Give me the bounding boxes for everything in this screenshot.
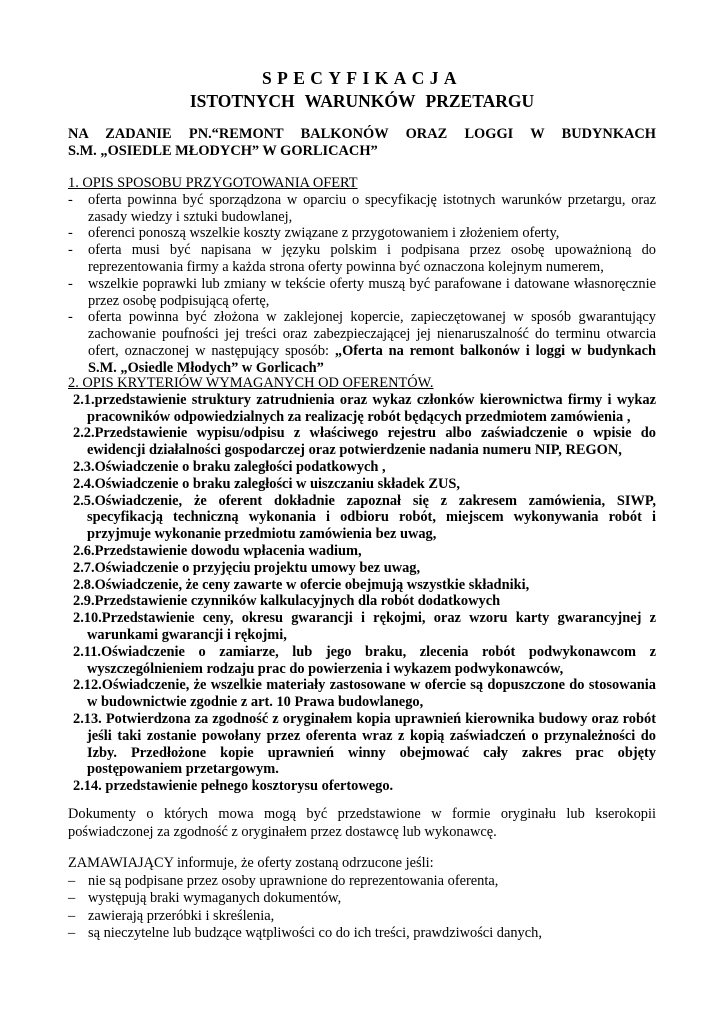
list-item xyxy=(68,192,656,226)
criteria-item: 2.11.Oświadczenie o zamiarze, lub jego braku, zlecenia robót podwykonawcom z wyszczególnieniem rodzaju prac do powierzenia i wykazem podwykonawców, xyxy=(73,643,656,677)
document-title: SPECYFIKACJA xyxy=(262,68,462,88)
dash-marker: - xyxy=(68,309,73,326)
list-item-text: oferta powinna być sporządzona w oparciu o specyfikację istotnych warunków przetargu, oraz zasady wiedzy i sztuki budowlanej, xyxy=(88,191,656,225)
section-1-heading: 1. OPIS SPOSOBU PRZYGOTOWANIA OFERT xyxy=(68,175,358,191)
dash-marker: – xyxy=(68,925,76,941)
criteria-item: 2.9.Przedstawienie czynników kalkulacyjnych dla robót dodatkowych xyxy=(73,593,501,610)
dash-marker: – xyxy=(68,890,76,906)
dash-marker: – xyxy=(68,907,76,924)
criteria-item: 2.7.Oświadczenie o przyjęciu projektu umowy bez uwag, xyxy=(73,559,421,576)
list-item-text: zawierają przeróbki i skreślenia, xyxy=(88,907,275,924)
dash-marker: - xyxy=(68,191,73,208)
list-item xyxy=(68,925,656,943)
criteria-item: 2.6.Przedstawienie dowodu wpłacenia wadium, xyxy=(73,542,362,559)
offer-envelope-label: „Oferta na remont balkonów i loggi w budynkach S.M. „Osiedle Młodych” w Gorlicach” xyxy=(88,342,656,376)
criteria-item: 2.2.Przedstawienie wypisu/odpisu z właściwego rejestru albo zaświadczenie o wpisie do ewidencji działalności gospodarczej oraz potwierdzenie nadania numeru NIP, REGON, xyxy=(73,425,656,459)
list-item-text: występują braki wymaganych dokumentów, xyxy=(88,890,342,906)
list-item xyxy=(68,242,656,276)
list-item-text: są nieczytelne lub budzące wątpliwości co do ich treści, prawdziwości danych, xyxy=(88,925,542,941)
list-item-text: oferta powinna być złożona w zaklejonej kopercie, zapieczętowanej w sposób gwarantujący zachowanie poufności jej treści oraz zabezpieczającej jej nienaruszalność do terminu otwarcia ofert, oznaczonej w następujący sposób: xyxy=(88,309,656,359)
document-subtitle: ISTOTNYCH WARUNKÓW PRZETARGU xyxy=(189,91,535,111)
list-item xyxy=(68,309,656,376)
dash-marker: - xyxy=(68,275,73,292)
criteria-item: 2.10.Przedstawienie ceny, okresu gwarancji i rękojmi, oraz wzoru karty gwarancyjnej z warunkami gwarancji i rękojmi, xyxy=(73,610,656,643)
rejection-intro: ZAMAWIAJĄCY informuje, że oferty zostaną odrzucone jeśli: xyxy=(68,855,434,871)
section-2-heading: 2. OPIS KRYTERIÓW WYMAGANYCH OD OFERENTÓW. xyxy=(68,375,434,391)
list-item xyxy=(68,908,656,926)
dash-marker: - xyxy=(68,242,73,259)
list-item-text: nie są podpisane przez osoby uprawnione do reprezentowania oferenta, xyxy=(88,872,499,889)
tender-subject xyxy=(68,126,656,160)
criteria-item: 2.14. przedstawienie pełnego kosztorysu ofertowego. xyxy=(73,778,394,795)
tender-subject-line-2: S.M. „OSIEDLE MŁODYCH” W GORLICACH” xyxy=(68,143,378,159)
dash-marker: – xyxy=(68,872,76,889)
criteria-item: 2.3.Oświadczenie o braku zaległości podatkowych , xyxy=(73,458,386,475)
list-item-text: oferenci ponoszą wszelkie koszty związane z przygotowaniem i złożeniem oferty, xyxy=(88,225,560,242)
criteria-item: 2.1.przedstawienie struktury zatrudnienia oraz wykaz członków kierownictwa firmy i wykaz pracowników odpowiedzialnych za realizację robót będących przedmiotem zamówienia , xyxy=(73,391,656,425)
tender-subject-line-1: NA ZADANIE PN.“REMONT BALKONÓW ORAZ LOGGI W BUDYNKACH xyxy=(68,126,656,142)
list-item xyxy=(68,890,656,908)
section-offer-preparation xyxy=(68,175,656,377)
list-item xyxy=(68,276,656,310)
criteria-item: 2.5.Oświadczenie, że oferent dokładnie zapoznał się z zakresem zamówienia, SIWP, specyfikacją techniczną wykonania i odbioru robót, miejscem wykonywania robót i przyjmuje wykonanie przedmiotu zamówienia bez uwag, xyxy=(73,492,656,543)
criteria-item: 2.4.Oświadczenie o braku zaległości w uiszczaniu składek ZUS, xyxy=(73,475,460,492)
list-item xyxy=(68,225,656,242)
dash-marker: - xyxy=(68,225,73,242)
criteria-item: 2.13. Potwierdzona za zgodność z oryginałem kopia uprawnień kierownika budowy oraz robót jeśli taki zostanie powołany przez oferenta wraz z kopią zaświadczeń o przynależności do Izby. Przedłożone kopie uprawnień winny obejmować cały zakres prac objęty postępowaniem przetargowym. xyxy=(73,710,656,778)
criteria-item: 2.12.Oświadczenie, że wszelkie materiały zastosowane w ofercie są dopuszczone do stosowania w budownictwie zgodnie z art. 10 Prawa budowlanego, xyxy=(73,677,656,711)
list-item-text: oferta musi być napisana w języku polskim i podpisana przez osobę upoważnioną do reprezentowania firmy a każda strona oferty powinna być oznaczona kolejnym numerem, xyxy=(88,242,656,275)
list-item-text: wszelkie poprawki lub zmiany w tekście oferty muszą być parafowane i datowane własnoręcznie przez osobę podpisującą ofertę, xyxy=(88,275,656,309)
section-criteria xyxy=(68,375,656,795)
documents-note: Dokumenty o których mowa mogą być przedstawione w formie oryginału lub kserokopii poświadczonej za zgodność z oryginałem przez dostawcę lub wykonawcę. xyxy=(68,806,656,840)
rejection-conditions xyxy=(68,855,656,943)
criteria-item: 2.8.Oświadczenie, że ceny zawarte w ofercie obejmują wszystkie składniki, xyxy=(73,576,530,593)
list-item xyxy=(68,873,656,891)
